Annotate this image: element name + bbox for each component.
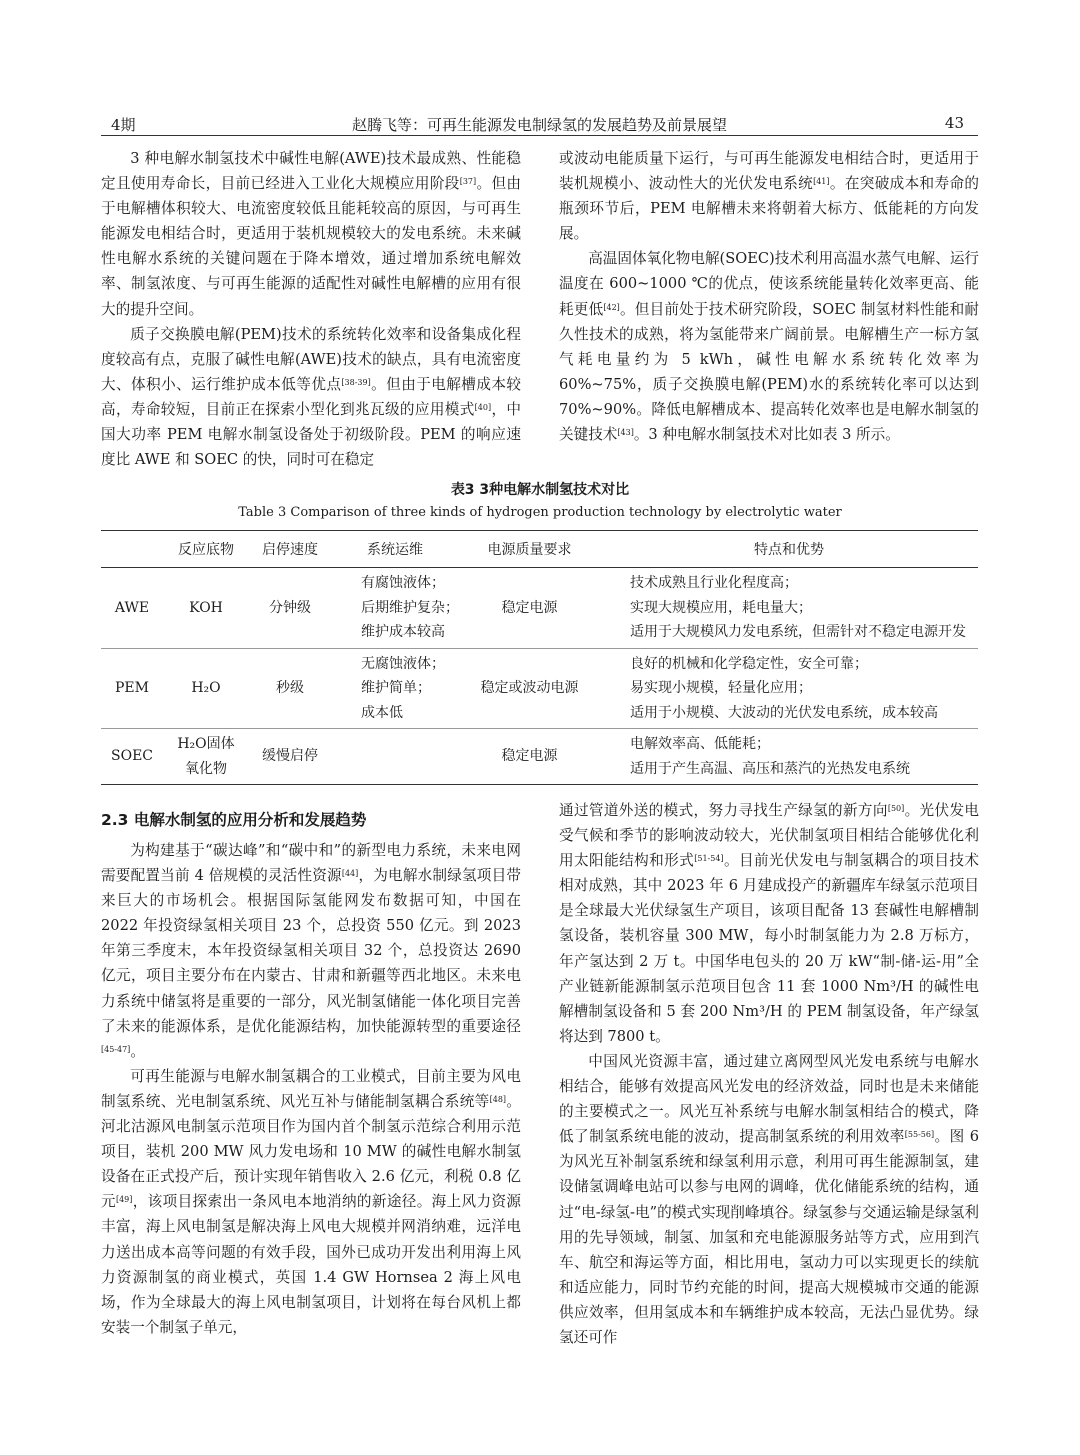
paragraph <box>559 798 979 1049</box>
comparison-table <box>101 530 978 785</box>
left-column-bottom <box>101 838 521 1340</box>
paragraph-text: 可再生能源与电解水制氢耦合的工业模式，目前主要为风电制氢系统、光电制氢系统、风光互补与储能制氢耦合系统等 <box>101 1067 521 1110</box>
issue-number: 4期 <box>111 116 136 134</box>
cell-advantages <box>600 568 978 649</box>
cell-advantages-line: 电解效率高、低能耗； <box>630 736 770 752</box>
table-caption-en: Table 3 Comparison of three kinds of hydrogen production technology by electrolytic water <box>238 505 842 520</box>
cell-substrate <box>163 648 249 729</box>
citation-ref: [38-39] <box>341 377 371 387</box>
cell-power-quality: 稳定电源 <box>501 599 558 616</box>
table-header-cell: 启停速度 <box>249 531 331 568</box>
paragraph-text: 。目前光伏发电与制氢耦合的项目技术相对成熟，其中 2023 年 6 月建成投产的新疆库车绿氢示范项目是全球最大光伏绿氢生产项目，该项目配备 13 套碱性电解槽制氢设备，装机容量 300 MW，每小时制氢能力为 2.8 万标方，年产氢达到 2 万 t。中国华电包头的 20 万 kW“制-储-运-用”全产业链新能源制氢示范项目包含 11 套 1000 Nm³/H 的碱性电解槽制氢设备和 5 套 200 Nm³/H 的 PEM 制氢设备，年产绿氢将达到 7800 t。 <box>559 852 979 1045</box>
cell-technology: SOEC <box>101 729 163 785</box>
paragraph <box>101 146 521 322</box>
paragraph-text: 通过管道外送的模式，努力寻找生产绿氢的新方向 <box>559 802 888 819</box>
cell-maintenance-line: 后期维护复杂； <box>361 599 459 616</box>
cell-technology: PEM <box>101 648 163 729</box>
citation-ref: [49] <box>115 1195 133 1205</box>
citation-ref: [44] <box>341 869 359 879</box>
paragraph-text: ，为电解水制绿氢项目带来巨大的市场机会。根据国际氢能网发布数据可知，中国在 2022 年投资绿氢相关项目 23 个，总投资 550 亿元。到 2023 年第三季度末，本年投资绿氢相关项目 32 个，总投资达 2690 亿元，项目主要分布在内蒙古、甘肃和新疆等西北地区。未来电力系统中储氢将是重要的一部分，风光制氢储能一体化项目完善了未来的能源体系，是优化能源结构，加快能源转型的重要途径 <box>101 867 521 1035</box>
cell-substrate-line: 氧化物 <box>185 760 227 777</box>
cell-advantages-line: 实现大规模应用，耗电量大； <box>630 599 812 616</box>
paragraph-text: ，该项目探索出一条风电本地消纳的新途径。海上风力资源丰富，海上风电制氢是解决海上风电大规模并网消纳难，远洋电力送出成本高等问题的有效手段，国外已成功开发出利用海上风力资源制氢的商业模式，英国 1.4 GW Hornsea 2 海上风电场，作为全球最大的海上风电制氢项目，计划将在每台风机上都安装一个制氢子单元， <box>101 1193 521 1336</box>
citation-ref: [43] <box>617 428 634 438</box>
cell-substrate <box>163 568 249 649</box>
cell-power-quality: 稳定电源 <box>459 729 600 785</box>
section-heading: 2.3 电解水制氢的应用分析和发展趋势 <box>101 811 367 829</box>
table-row <box>101 648 978 729</box>
cell-power-quality: 稳定或波动电源 <box>459 648 600 729</box>
citation-ref: [42] <box>603 302 620 312</box>
cell-substrate-line: KOH <box>189 599 223 616</box>
paragraph-text: 或波动电能质量下运行，与可再生能源发电相结合时，更适用于装机规模小、波动性大的光伏发电系统 <box>559 150 979 193</box>
table-header-row <box>101 531 978 568</box>
table-caption-cn: 表3 3种电解水制氢技术对比 <box>450 482 630 498</box>
citation-ref: [45-47] <box>101 1044 131 1054</box>
left-column-top <box>101 146 521 472</box>
citation-ref: [48] <box>489 1094 507 1104</box>
paragraph-text: 。3 种电解水制氢技术对比如表 3 所示。 <box>633 426 900 444</box>
cell-substrate-line: H₂O固体 <box>177 736 235 752</box>
citation-ref: [40] <box>474 402 492 412</box>
paragraph-text: 高温固体氧化物电解(SOEC)技术利用高温水蒸气电解、运行温度在 600~1000 ℃的优点，使该系统能量转化效率更高、能耗更低 <box>559 250 980 318</box>
citation-ref: [51-54] <box>694 854 724 864</box>
paragraph-text: 。河北沽源风电制氢示范项目作为国内首个制氢示范综合利用示范项目，装机 200 MW 风力发电场和 10 MW 的碱性电解水制氢设备在正式投产后，预计实现年销售收入 2.6 亿元，利税 0.8 亿元 <box>101 1092 521 1211</box>
cell-advantages-line: 技术成熟且行业化程度高； <box>630 575 798 591</box>
cell-substrate <box>163 729 249 785</box>
paragraph <box>559 246 979 447</box>
header-rule <box>101 135 978 136</box>
right-column-top <box>559 146 979 447</box>
cell-advantages-line: 适用于大规模风力发电系统，但需针对不稳定电源开发 <box>630 624 966 640</box>
cell-advantages-line: 适用于产生高温、高压和蒸汽的光热发电系统 <box>630 760 910 777</box>
cell-maintenance <box>331 648 459 729</box>
paragraph-text: 。但目前处于技术研究阶段，SOEC 制氢材料性能和耐久性技术的成熟，将为氢能带来广阔前景。电解槽生产一标方氢气耗电量约为 5 kWh，碱性电解水系统转化效率为 60%~75%，质子交换膜电解(PEM)水的系统转化率可以达到 70%~90%。降低电解槽成本、提高转化效率也是电解水制氢的关键技术 <box>559 300 979 444</box>
cell-advantages-line: 适用于小规模、大波动的光伏发电系统，成本较高 <box>630 704 938 721</box>
paragraph-text: 中国风光资源丰富，通过建立离网型风光发电系统与电解水相结合，能够有效提高风光发电的经济效益，同时也是未来储能的主要模式之一。风光互补系统与电解水制氢相结合的模式，降低了制氢系统电能的波动，提高制氢系统的利用效率 <box>559 1052 979 1146</box>
cell-maintenance <box>331 568 459 649</box>
table-header-cell: 反应底物 <box>163 531 249 568</box>
paragraph <box>101 838 521 1064</box>
cell-maintenance-line: 维护成本较高 <box>361 624 445 640</box>
cell-maintenance-line: 有腐蚀液体； <box>361 575 445 591</box>
paragraph-text: 。但由于电解槽成本较高，寿命较短，目前正在探索小型化到兆瓦级的应用模式 <box>101 375 521 418</box>
cell-start-stop-speed: 秒级 <box>249 648 331 729</box>
cell-advantages <box>600 729 978 785</box>
right-column-bottom <box>559 798 979 1350</box>
running-title: 赵腾飞等：可再生能源发电制绿氢的发展趋势及前景展望 <box>351 116 727 134</box>
table-header-cell: 电源质量要求 <box>459 531 600 568</box>
paragraph <box>101 322 521 473</box>
cell-substrate-line: H₂O <box>191 680 221 696</box>
cell-maintenance-line: 无腐蚀液体； <box>361 655 445 672</box>
cell-advantages-line: 易实现小规模，轻量化应用； <box>630 680 812 696</box>
paragraph-text: 。 <box>130 1042 145 1060</box>
paragraph <box>101 1064 521 1340</box>
table-header-cell <box>101 531 163 568</box>
paragraph-text: 。图 6 为风光互补制氢系统和绿氢利用示意，利用可再生能源制氢，建设储氢调峰电站可以参与电网的调峰，优化储能系统的结构，通过“电-绿氢-电”的模式实现削峰填谷。绿氢参与交通运输是绿氢利用的先导领域，制氢、加氢和充电能源服务站等方式，应用到汽车、航空和海运等方面，相比用电，氢动力可以实现更长的续航和适应能力，同时节约充能的时间，提高大规模城市交通的能源供应效率，但用氢成本和车辆维护成本较高，无法凸显优势。绿氢还可作 <box>559 1128 979 1346</box>
paragraph-text: 3 种电解水制氢技术中碱性电解(AWE)技术最成熟、性能稳定且使用寿命长，目前已经进入工业化大规模应用阶段 <box>101 150 521 193</box>
paragraph-text: 。但由于电解槽体积较大、电流密度较低且能耗较高的原因，与可再生能源发电相结合时，更适用于装机规模较大的发电系统。未来碱性电解水系统的关键问题在于降本增效，通过增加系统电解效率、制氢浓度、与可再生能源的适配性对碱性电解槽的应用有很大的提升空间。 <box>101 175 521 318</box>
paragraph <box>559 1049 979 1350</box>
table-row <box>101 568 978 649</box>
paragraph-text: ，中国大功率 PEM 电解水制氢设备处于初级阶段。PEM 的响应速度比 AWE 和 SOEC 的快，同时可在稳定 <box>101 400 521 469</box>
cell-start-stop-speed: 分钟级 <box>269 599 311 616</box>
citation-ref: [55-56] <box>904 1130 935 1140</box>
paragraph-text: 为构建基于“碳达峰”和“碳中和”的新型电力系统，未来电网需要配置当前 4 倍规模的灵活性资源 <box>101 842 521 885</box>
page-number: 43 <box>944 114 964 132</box>
cell-technology: AWE <box>114 599 150 616</box>
table-header-cell: 系统运维 <box>331 531 459 568</box>
cell-maintenance-line: 维护简单； <box>361 680 431 696</box>
paragraph-text: 。在突破成本和寿命的瓶颈环节后，PEM 电解槽未来将朝着大标方、低能耗的方向发展。 <box>559 175 979 243</box>
cell-start-stop-speed: 缓慢启停 <box>249 729 331 785</box>
citation-ref: [41] <box>813 177 830 187</box>
cell-advantages <box>600 648 978 729</box>
citation-ref: [37] <box>459 177 477 187</box>
paragraph-text: 质子交换膜电解(PEM)技术的系统转化效率和设备集成化程度较高有点，克服了碱性电解(AWE)技术的缺点，具有电流密度大、体积小、运行维护成本低等优点 <box>101 325 521 393</box>
cell-maintenance <box>331 729 459 785</box>
paragraph-text: 。光伏发电受气候和季节的影响波动较大，光伏制氢项目相结合能够优化利用太阳能结构和形式 <box>559 802 979 870</box>
table-header-cell: 特点和优势 <box>600 531 978 568</box>
cell-advantages-line: 良好的机械和化学稳定性，安全可靠； <box>630 655 868 672</box>
table-row <box>101 729 978 785</box>
paragraph <box>559 146 979 246</box>
citation-ref: [50] <box>887 804 905 813</box>
cell-maintenance-line: 成本低 <box>361 704 403 721</box>
